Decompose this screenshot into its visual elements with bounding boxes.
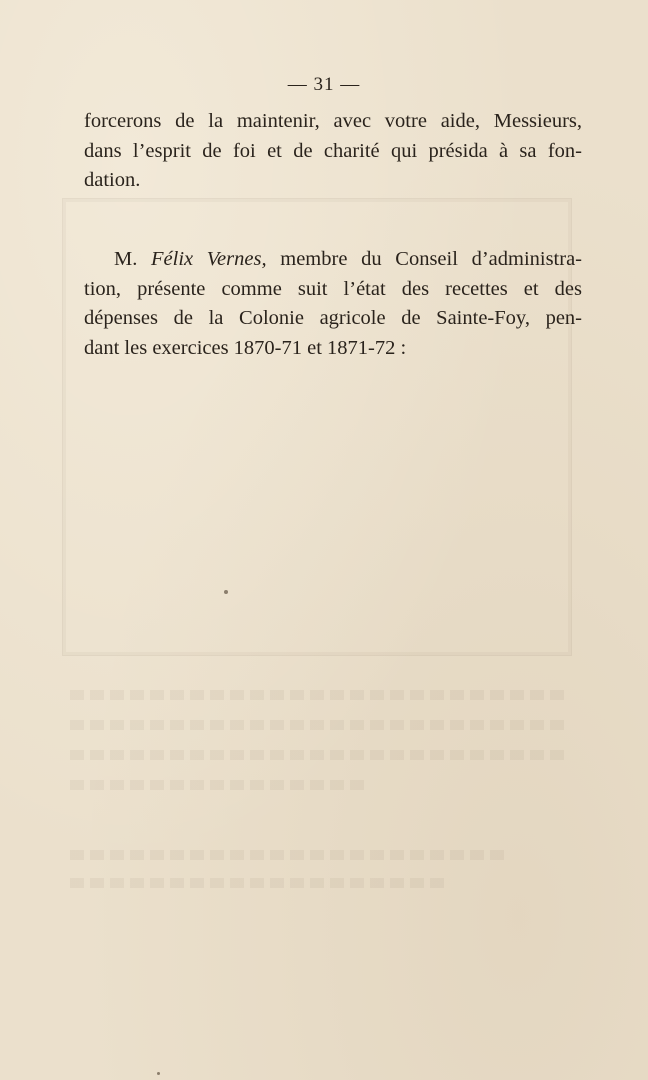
speaker-name: Félix Vernes, <box>151 248 267 270</box>
bleed-through-text <box>70 850 510 860</box>
paragraph-report-intro <box>84 245 582 363</box>
paragraph-closing <box>84 107 582 196</box>
text-line: dant les exercices 1870-71 et 1871-72 : <box>84 336 407 359</box>
bleed-through-text <box>70 878 450 888</box>
bleed-through-text <box>70 750 570 760</box>
text-line: dation. <box>84 169 141 191</box>
ink-speck <box>224 590 228 594</box>
text-line: tion, présente comme suit l’état des recettes et des <box>84 277 582 300</box>
bleed-through-text <box>70 780 370 790</box>
bleed-through-text <box>70 690 570 700</box>
text-line: dépenses de la Colonie agricole de Sainte-Foy, pen- <box>84 307 582 329</box>
text-line: dans l’esprit de foi et de charité qui présida à sa fon- <box>84 139 582 162</box>
page-number: — 31 — <box>287 74 361 95</box>
bleed-through-text <box>70 720 570 730</box>
text-line-speaker <box>84 245 582 275</box>
text-line: forcerons de la maintenir, avec votre aide, Messieurs, <box>84 110 582 132</box>
ink-speck <box>157 1072 160 1075</box>
speaker-line-rest: membre du Conseil d’administra- <box>280 248 583 270</box>
speaker-prefix: M. <box>114 248 138 270</box>
